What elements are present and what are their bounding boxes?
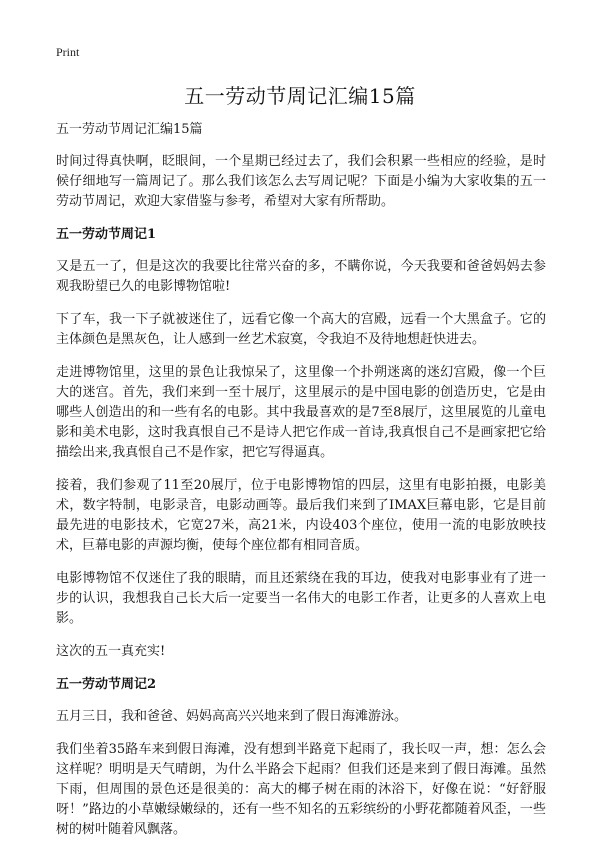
section-1-paragraph: 下了车，我一下子就被迷住了，远看它像一个高大的宫殿，远看一个大黑盒子。它的主体颜色是黑灰色，让人感到一丝艺术寂寞，令我迫不及待地想赶快进去。 <box>56 312 546 347</box>
print-link[interactable]: Print <box>56 45 80 59</box>
document-body <box>56 120 546 853</box>
intro-paragraph: 时间过得真快啊，眨眼间，一个星期已经过去了，我们会积累一些相应的经验，是时候仔细地写一篇周记了。那么我们该怎么去写周记呢？下面是小编为大家收集的五一劳动节周记，欢迎大家借鉴与参考，希望对大家有所帮助。 <box>56 154 546 209</box>
section-2-paragraph: 我们坐着35路车来到假日海滩，没有想到半路竟下起雨了，我长叹一声，想：怎么会这样呢？明明是天气晴朗，为什么半路会下起雨？但我们还是来到了假日海滩。虽然下雨，但周围的景色还是很美的：高大的椰子树在雨的沐浴下，好像在说：“好舒服呀！”路边的小草嫩绿嫩绿的，还有一些不知名的五彩缤纷的小野花都随着风歪，一些树的树叶随着风飘落。 <box>56 742 546 837</box>
section-heading-1: 五一劳动节周记1 <box>56 227 157 242</box>
section-1-paragraph: 又是五一了，但是这次的我要比往常兴奋的多，不瞒你说，今天我要和爸爸妈妈去参观我盼望已久的电影博物馆啦! <box>56 259 546 294</box>
document-subtitle: 五一劳动节周记汇编15篇 <box>56 122 203 137</box>
section-1-paragraph: 接着，我们参观了11至20展厅，位于电影博物馆的四层，这里有电影拍摄，电影美术，数字特制，电影录音，电影动画等。最后我们来到了IMAX巨幕电影，它是目前最先进的电影技术，它宽27米，高21米，内设403个座位，使用一流的电影放映技术，巨幕电影的声源均衡，使每个座位都有相同音质。 <box>56 478 546 553</box>
section-2-paragraph: 五月三日，我和爸爸、妈妈高高兴兴地来到了假日海滩游泳。 <box>56 709 408 724</box>
section-1-paragraph: 电影博物馆不仅迷住了我的眼睛，而且还萦绕在我的耳边，使我对电影事业有了进一步的认识，我想我自己长大后一定要当一名伟大的电影工作者，让更多的人喜欢上电影。 <box>56 571 546 626</box>
section-1-paragraph: 这次的五一真充实! <box>56 644 166 659</box>
section-1-paragraph: 走进博物馆里，这里的景色让我惊呆了，这里像一个扑朔迷离的迷幻宫殿，像一个巨大的迷宫。首先，我们来到一至十展厅，这里展示的是中国电影的创造历史，它是由哪些人创造出的和一些有名的电影。其中我最喜欢的是7至8展厅，这里展览的儿童电影和美术电影，这时我真恨自己不是诗人把它作成一首诗,我真恨自己不是画家把它给描绘出来,我真恨自己不是作家，把它写得逼真。 <box>56 365 546 460</box>
section-heading-2: 五一劳动节周记2 <box>56 677 157 692</box>
document-title: 五一劳动节周记汇编15篇 <box>184 84 416 108</box>
